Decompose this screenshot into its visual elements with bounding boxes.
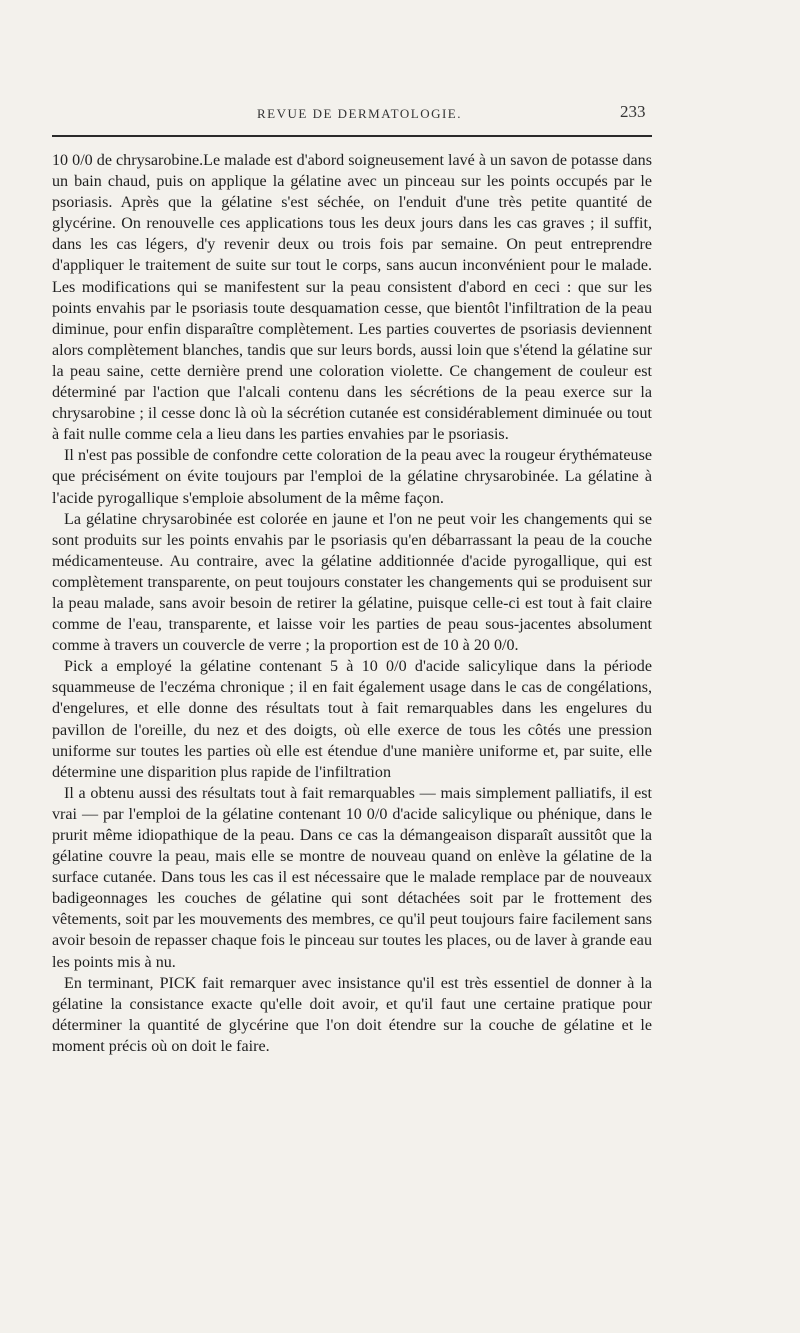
paragraph-chrysarobine-treatment: 10 0/0 de chrysarobine.Le malade est d'abord soigneusement lavé à un savon de potasse dans un bain chaud, puis on applique la gélatine avec un pinceau sur les points occupés par le psoriasis. Après que la gélatine s'est séchée, on l'enduit d'une très petite quantité de glycérine. On renouvelle ces applications tous les deux jours dans les cas graves ; il suffit, dans les cas légers, d'y revenir deux ou trois fois par semaine. On peut entreprendre d'appliquer le traitement de suite sur tout le corps, sans aucun inconvénient pour le malade. Les modifications qui se manifestent sur la peau consistent d'abord en ceci : que sur les points envahis par le psoriasis toute desquamation cesse, que bientôt l'infiltration de la peau diminue, pour enfin disparaître complètement. Les parties couvertes de psoriasis deviennent alors complètement blanches, tandis que sur leurs bords, aussi loin que s'étend la gélatine sur la peau saine, cette dernière prend une coloration violette. Ce changement de couleur est déterminé par l'action que l'alcali contenu dans les sécrétions de la peau exerce sur la chrysarobine ; il cesse donc là où la sécrétion cutanée est considérablement diminuée ou tout à fait nulle comme cela a lieu dans les parties envahies par le psoriasis. [52, 152, 652, 444]
body-text [52, 150, 652, 1057]
header-rule [52, 135, 652, 137]
paragraph-coloration: Il n'est pas possible de confondre cette coloration de la peau avec la rougeur érythémateuse que précisément on évite toujours par l'emploi de la gélatine chrysarobinée. La gélatine à l'acide pyrogallique s'emploie absolument de la même façon. [52, 447, 652, 507]
paragraph-conclusion: En terminant, PICK fait remarquer avec insistance qu'il est très essentiel de donner à la gélatine la consistance exacte qu'elle doit avoir, et qu'il faut une certaine pratique pour déterminer la quantité de glycérine que l'on doit étendre sur la couche de gélatine et le moment précis où on doit le faire. [52, 974, 652, 1055]
paragraph-prurit: Il a obtenu aussi des résultats tout à fait remarquables — mais simplement palliatifs, il est vrai — par l'emploi de la gélatine contenant 10 0/0 d'acide salicylique ou phénique, dans le prurit même idiopathique de la peau. Dans ce cas la démangeaison disparaît aussitôt que la gélatine couvre la peau, mais elle se montre de nouveau quand on enlève la gélatine de la surface cutanée. Dans tous les cas il est nécessaire que le malade remplace par de nouveaux badigeonnages les couches de gélatine qui sont détachées soit par le frottement des vêtements, soit par les mouvements des membres, ce qu'il peut toujours faire facilement sans avoir besoin de repasser chaque fois le pinceau sur toutes les places, ou de laver à grande eau les points mis à nu. [52, 784, 652, 971]
page-number: 233 [620, 102, 646, 121]
paragraph-salicylic-gelatin: Pick a employé la gélatine contenant 5 à 10 0/0 d'acide salicylique dans la période squammeuse de l'eczéma chronique ; il en fait également usage dans le cas de congélations, d'engelures, et elle donne des résultats tout à fait remarquables dans les engelures du pavillon de l'oreille, du nez et des doigts, où elle exerce de tous les côtés une pression uniforme sur toutes les parties où elle est étendue d'une manière uniforme et, par suite, elle détermine une disparition plus rapide de l'infiltration [52, 658, 652, 781]
running-header [52, 100, 652, 130]
paragraph-pyrogallic-gelatin: La gélatine chrysarobinée est colorée en jaune et l'on ne peut voir les changements qui se sont produits sur les points envahis par le psoriasis qu'en débarrassant la peau de la couche médicamenteuse. Au contraire, avec la gélatine additionnée d'acide pyrogallique, qui est complètement transparente, on peut toujours constater les changements qui se produisent sur la peau malade, sans avoir besoin de retirer la gélatine, puisque celle-ci est tout à fait claire comme de l'eau, transparente, et laisse voir les parties de peau sous-jacentes absolument comme à travers un couvercle de verre ; la proportion est de 10 à 20 0/0. [52, 510, 652, 655]
journal-title: REVUE DE DERMATOLOGIE. [257, 106, 462, 121]
